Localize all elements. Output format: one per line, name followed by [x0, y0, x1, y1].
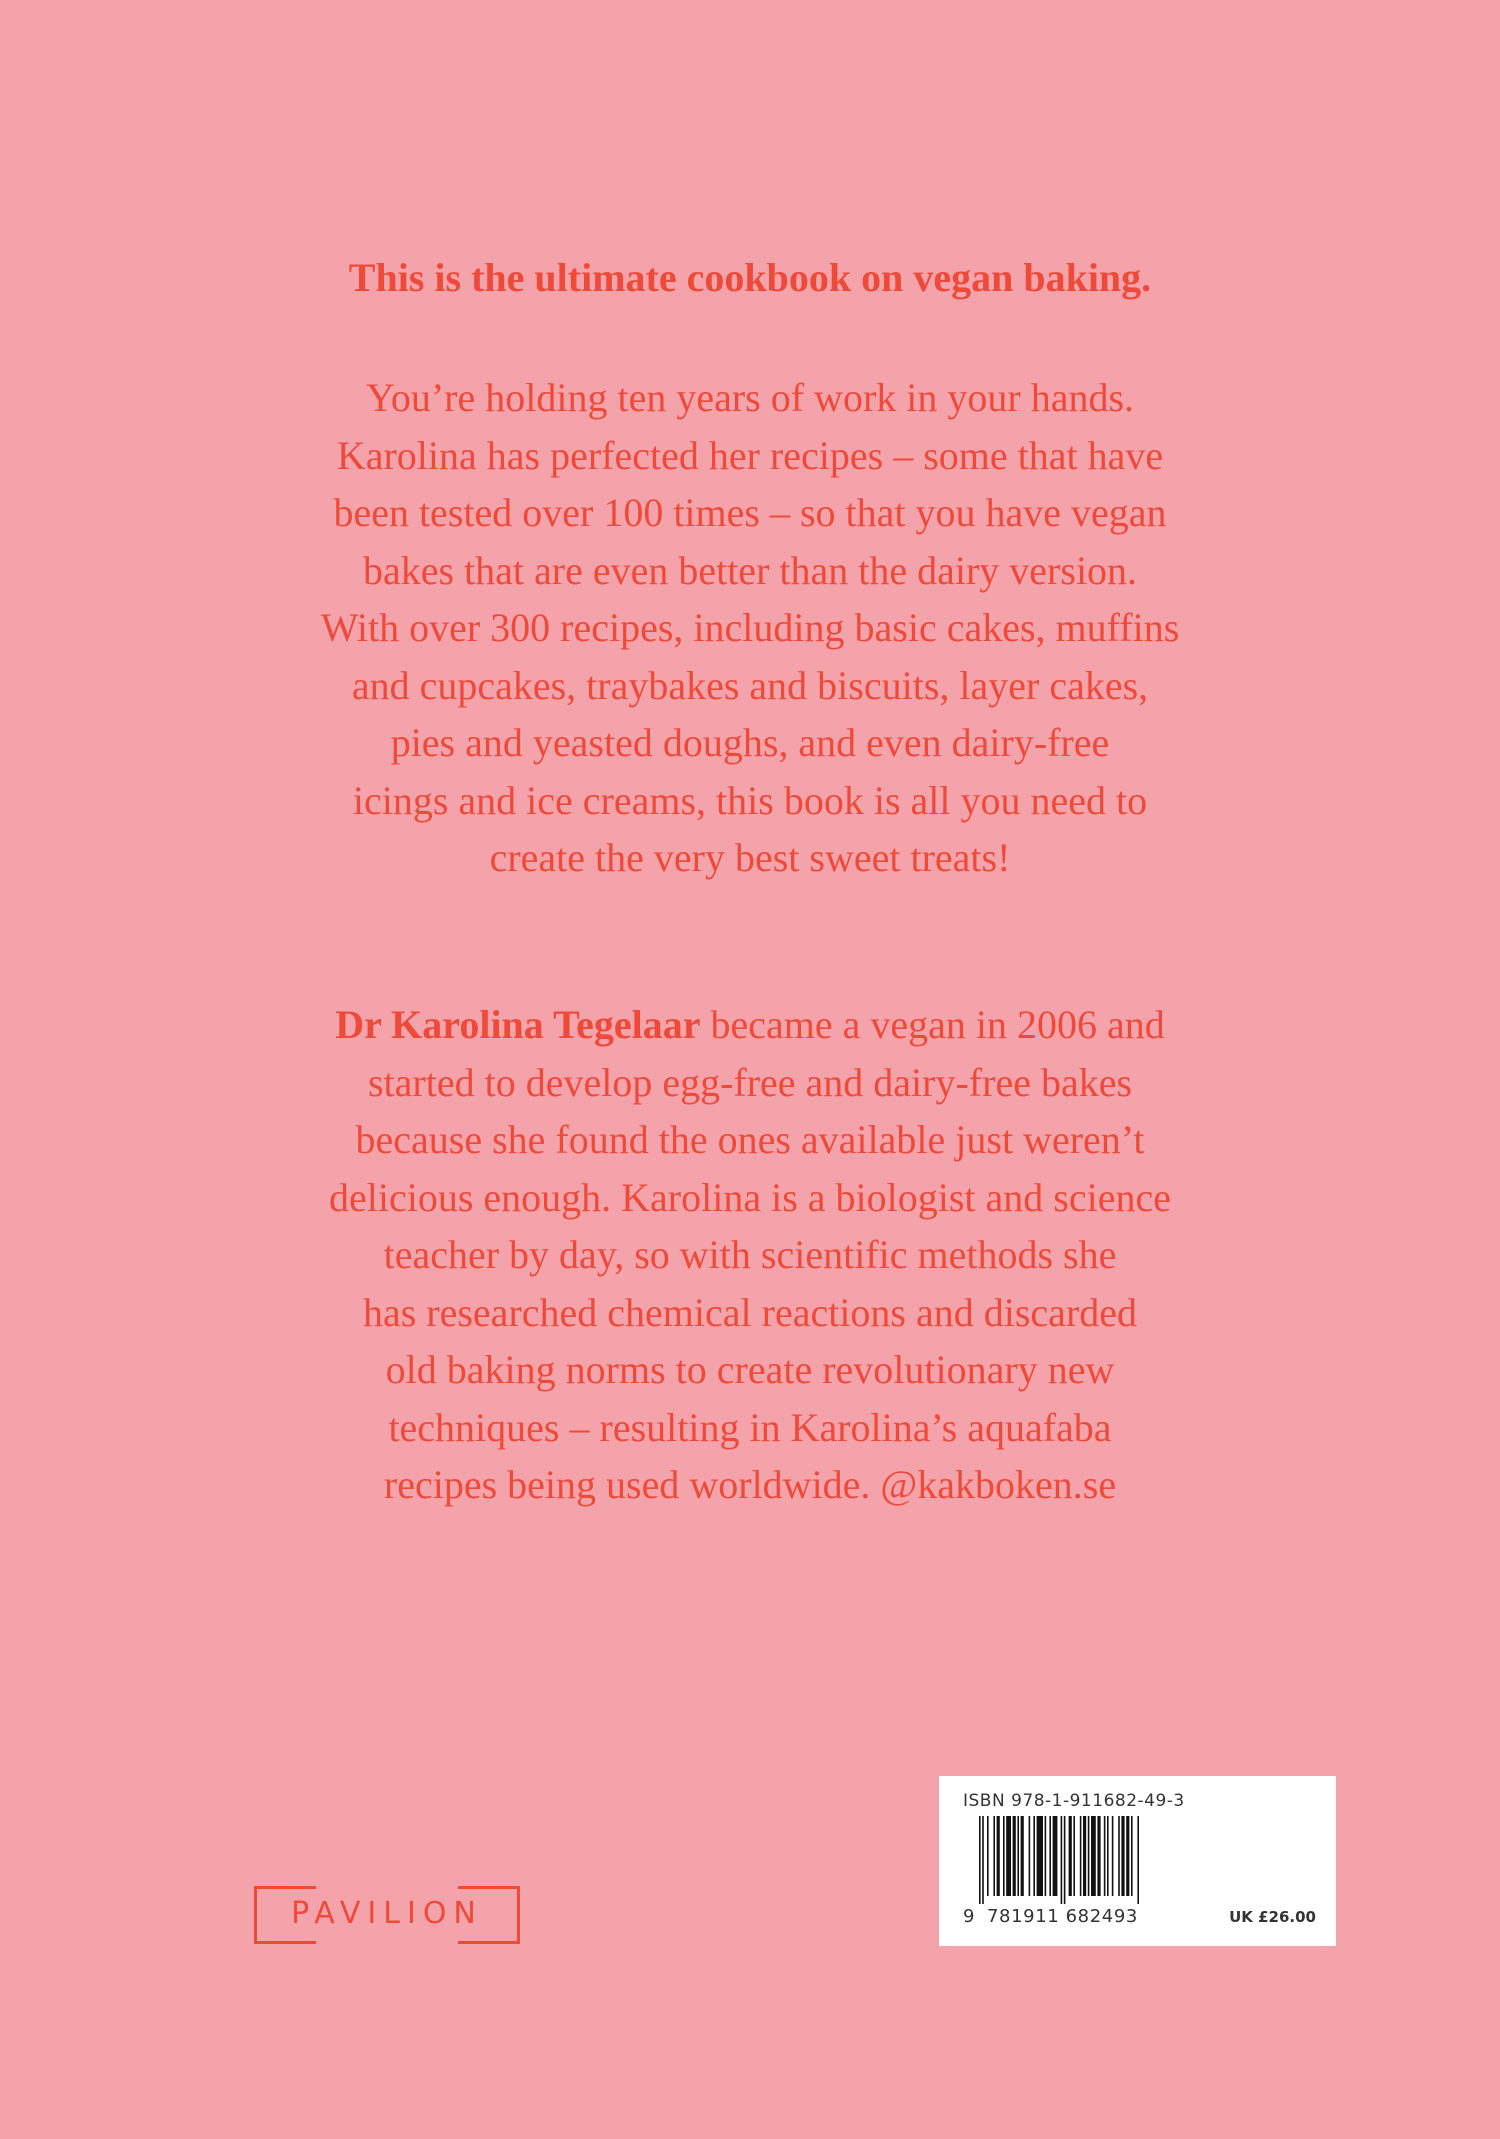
barcode-bar — [1112, 1816, 1114, 1896]
barcode-bar — [1118, 1816, 1120, 1896]
blurb-line: With over 300 recipes, including basic cakes, muffins — [320, 605, 1180, 650]
barcode-digits: 781911 682493 — [987, 1906, 1138, 1927]
barcode-bar — [1097, 1816, 1100, 1896]
barcode-lead-digit: 9 — [963, 1906, 975, 1927]
blurb-line: create the very best sweet treats! — [489, 835, 1011, 880]
barcode-bar — [1080, 1816, 1082, 1896]
blurb-line: icings and ice creams, this book is all you need to — [352, 777, 1148, 823]
barcode-bar — [1083, 1816, 1086, 1896]
bio-first-line — [190, 996, 1310, 1054]
bio-first-line-rest: became a vegan in 2006 and — [700, 1002, 1165, 1047]
bio-line: because she found the ones available just weren’t — [355, 1117, 1145, 1162]
barcode-bar — [1064, 1816, 1066, 1904]
bio-line: teacher by day, so with scientific methods she — [383, 1232, 1117, 1277]
bio-line: recipes being used worldwide. @kakboken.se — [383, 1462, 1117, 1507]
blurb-paragraph — [190, 369, 1310, 887]
bio-line: delicious enough. Karolina is a biologist and science — [328, 1174, 1171, 1220]
barcode-bar — [1037, 1816, 1043, 1896]
barcode-bar — [982, 1816, 984, 1904]
barcode-bar — [997, 1816, 1000, 1896]
barcode-bar — [1003, 1816, 1005, 1896]
bio-line: started to develop egg-free and dairy-free bakes — [367, 1059, 1133, 1105]
blurb-line: You’re holding ten years of work in your hands. — [365, 375, 1135, 420]
barcode-bar — [993, 1816, 995, 1896]
barcode-bar — [979, 1816, 981, 1904]
blurb-line: been tested over 100 times – so that you have vegan — [333, 490, 1167, 535]
barcode-bar — [1017, 1816, 1019, 1896]
barcode-bar — [1104, 1816, 1106, 1896]
barcode-bar — [1006, 1816, 1011, 1896]
barcode-bar — [1033, 1816, 1035, 1896]
bio-line: techniques – resulting in Karolina’s aquafaba — [388, 1404, 1112, 1450]
barcode-bar — [1049, 1816, 1051, 1896]
author-bio — [190, 996, 1310, 1514]
publisher-name: PAVILION — [291, 1896, 483, 1931]
barcode-bar — [1069, 1816, 1072, 1896]
barcode-bar — [1107, 1816, 1109, 1896]
barcode-bar — [1091, 1816, 1096, 1896]
barcode-bar — [1088, 1816, 1090, 1896]
barcode-bar — [1045, 1816, 1047, 1896]
barcode-bar — [1029, 1816, 1031, 1896]
blurb-line: and cupcakes, traybakes and biscuits, layer cakes, — [351, 662, 1149, 708]
isbn-text: ISBN 978-1-911682-49-3 — [963, 1791, 1185, 1811]
bio-line: has researched chemical reactions and discarded — [362, 1289, 1138, 1335]
tagline-text: This is the ultimate cookbook on vegan baking. — [348, 255, 1152, 300]
barcode-bar — [1061, 1816, 1063, 1904]
blurb-line: pies and yeasted doughs, and even dairy-free — [390, 720, 1110, 765]
publisher-logo — [254, 1886, 520, 1944]
blurb-line: Karolina has perfected her recipes – some that have — [336, 432, 1164, 478]
barcode-bar — [1126, 1816, 1129, 1896]
price-label: UK £26.00 — [1229, 1908, 1316, 1926]
barcode-bar — [1137, 1816, 1139, 1904]
blurb-line: bakes that are even better than the dairy version. — [362, 547, 1138, 593]
barcode-bar — [1021, 1816, 1024, 1896]
barcode-bar — [1053, 1816, 1058, 1896]
author-name: Dr Karolina Tegelaar — [335, 1002, 701, 1047]
barcode-icon — [979, 1816, 1219, 1904]
bio-line: old baking norms to create revolutionary new — [385, 1347, 1115, 1392]
barcode-bar — [1131, 1816, 1133, 1896]
barcode-bar — [1121, 1816, 1124, 1896]
barcode-bar — [1073, 1816, 1075, 1896]
barcode-label — [939, 1776, 1336, 1946]
barcode-bar — [987, 1816, 989, 1896]
tagline — [190, 249, 1310, 307]
barcode-bar — [1013, 1816, 1016, 1896]
